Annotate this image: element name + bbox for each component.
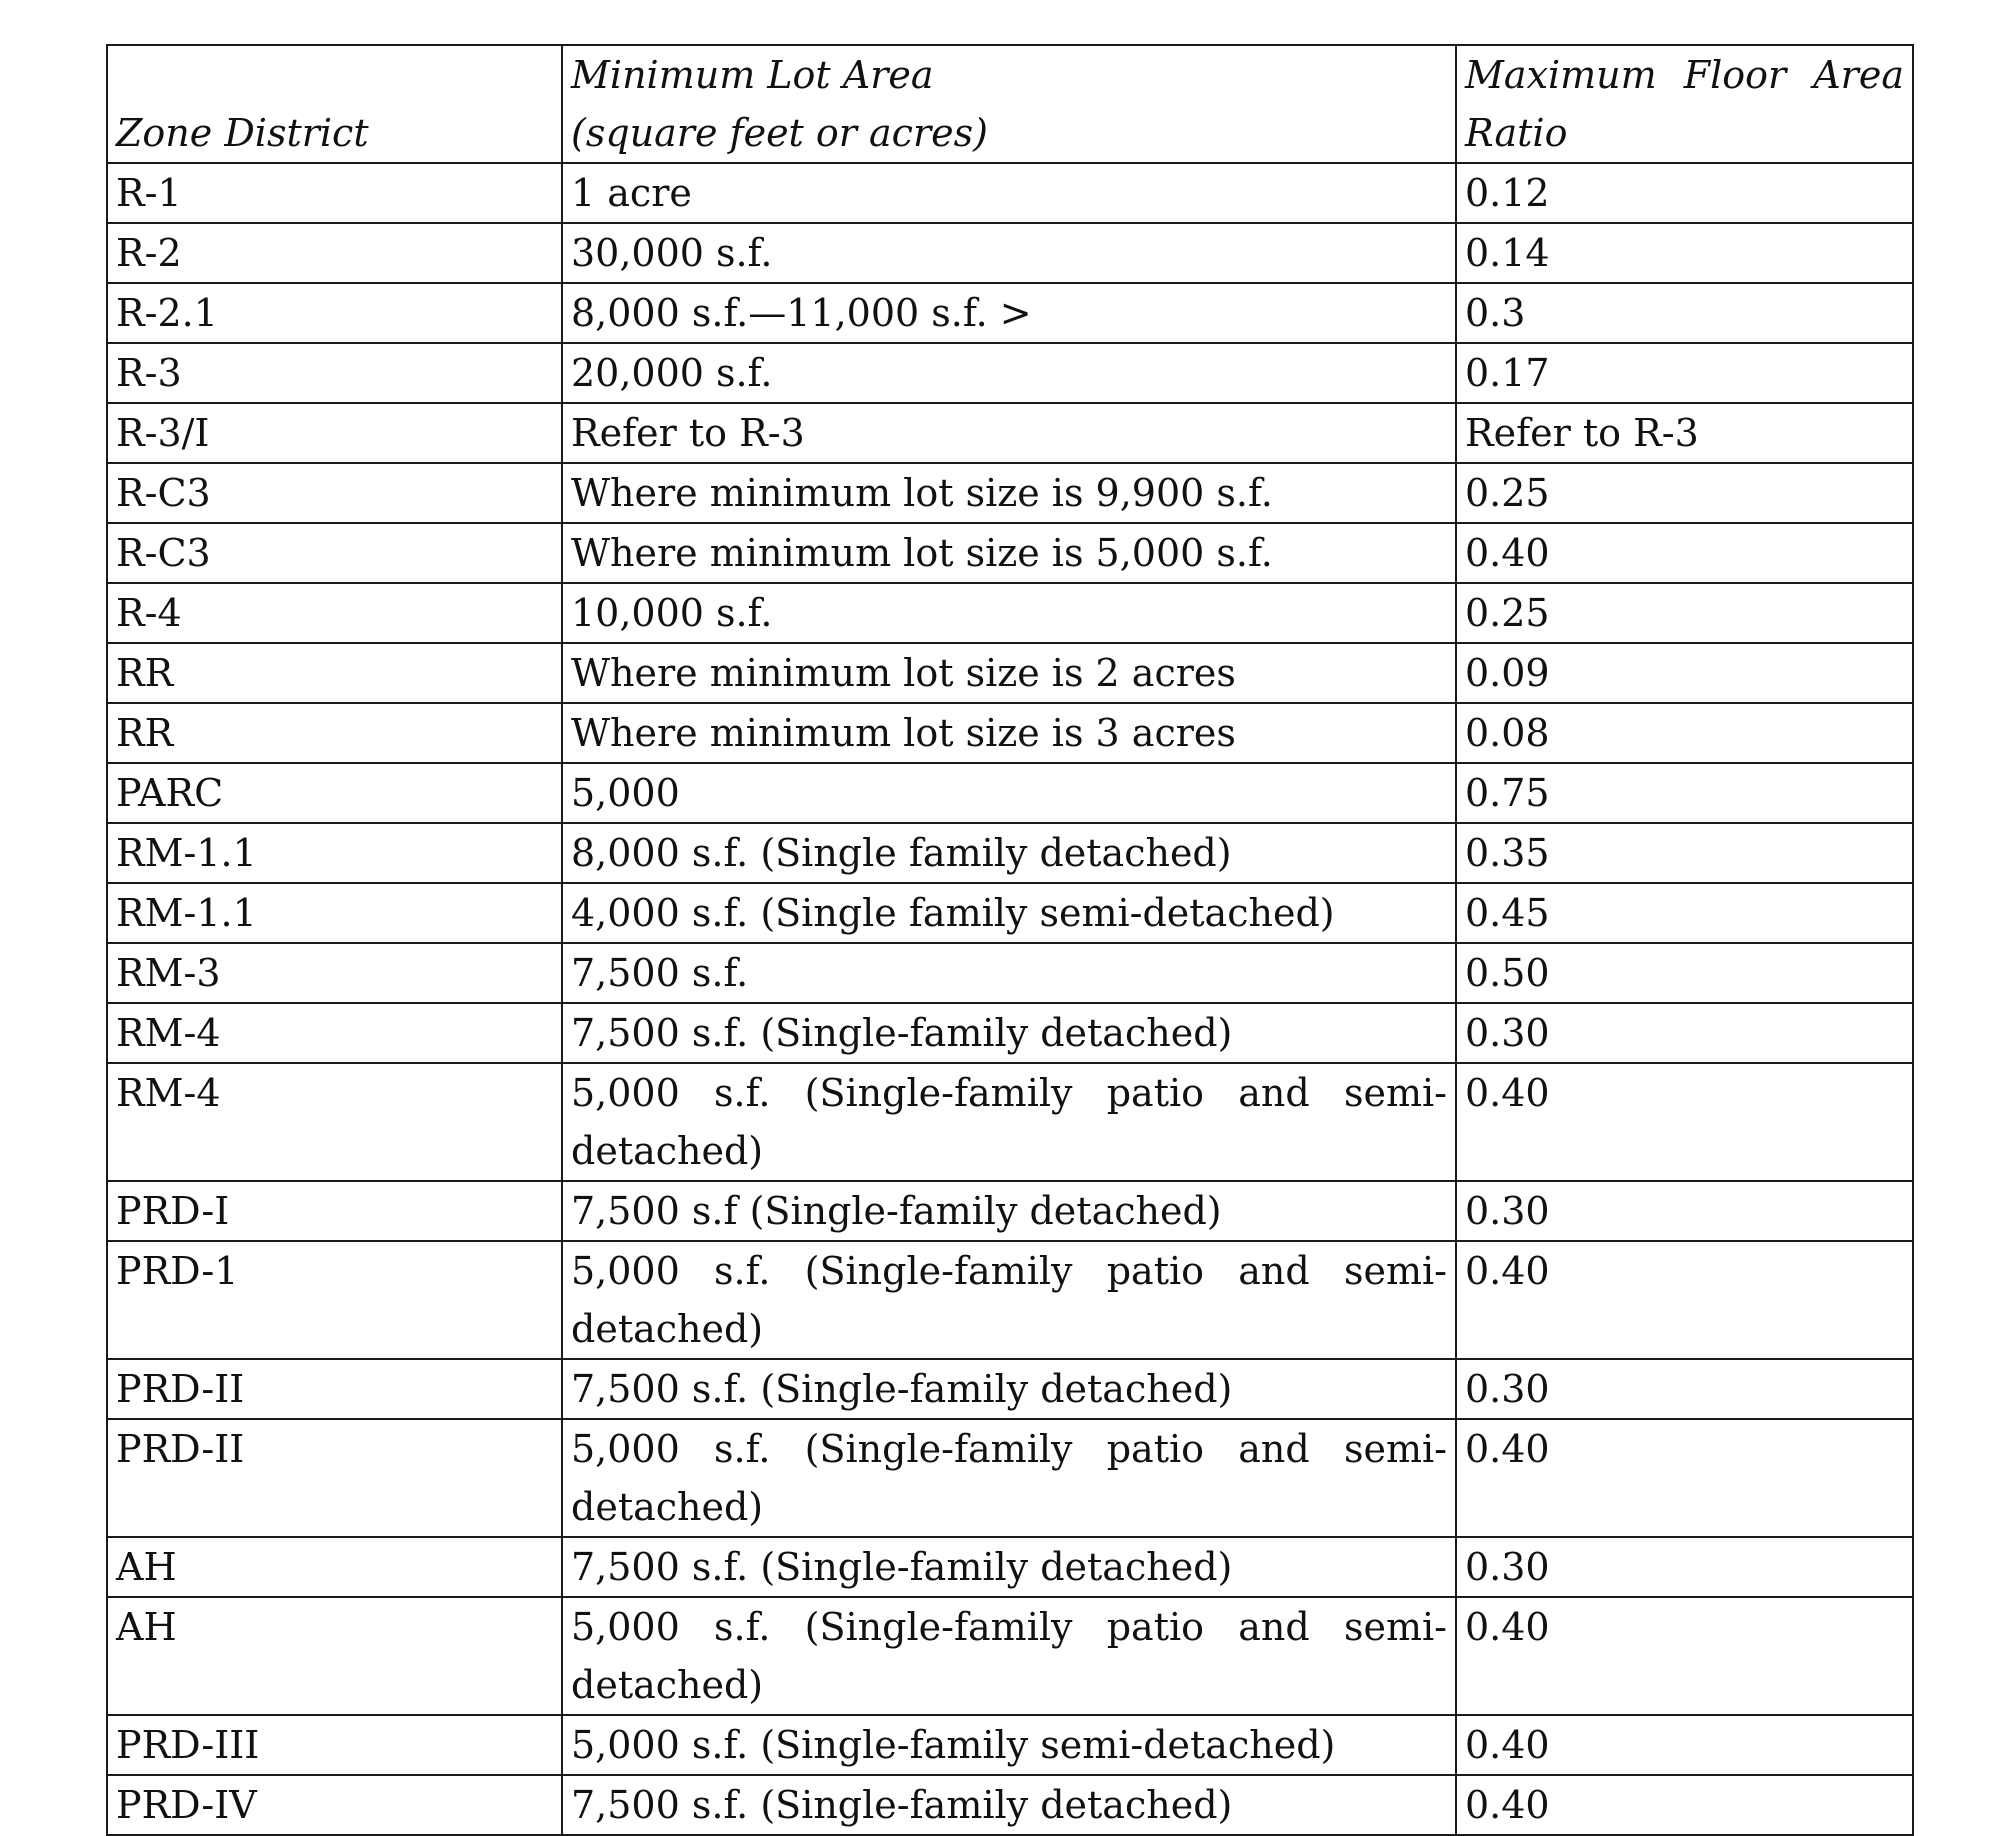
cell-zone-district: PRD-II: [107, 1419, 562, 1537]
table-row: [107, 523, 1913, 583]
cell-zone-district: PRD-II: [107, 1359, 562, 1419]
table-row: [107, 463, 1913, 523]
table-row: [107, 1181, 1913, 1241]
table-row: [107, 823, 1913, 883]
cell-zone-district: PARC: [107, 763, 562, 823]
cell-minimum-lot-area: 8,000 s.f.—11,000 s.f. >: [562, 283, 1456, 343]
cell-minimum-lot-area: 7,500 s.f. (Single-family detached): [562, 1359, 1456, 1419]
table-row: [107, 1419, 1913, 1537]
cell-max-floor-area-ratio: 0.30: [1456, 1181, 1913, 1241]
cell-minimum-lot-area: 5,000 s.f. (Single-family patio and semi-detached): [562, 1063, 1456, 1181]
cell-minimum-lot-area: 30,000 s.f.: [562, 223, 1456, 283]
zoning-table: [106, 44, 1914, 1836]
cell-zone-district: RM-1.1: [107, 823, 562, 883]
cell-zone-district: PRD-1: [107, 1241, 562, 1359]
cell-max-floor-area-ratio: 0.40: [1456, 1241, 1913, 1359]
cell-max-floor-area-ratio: 0.3: [1456, 283, 1913, 343]
cell-max-floor-area-ratio: 0.50: [1456, 943, 1913, 1003]
table-row: [107, 343, 1913, 403]
cell-minimum-lot-area: 7,500 s.f.: [562, 943, 1456, 1003]
cell-max-floor-area-ratio: 0.40: [1456, 1419, 1913, 1537]
cell-max-floor-area-ratio: 0.25: [1456, 463, 1913, 523]
table-row: [107, 1241, 1913, 1359]
cell-zone-district: R-C3: [107, 463, 562, 523]
cell-minimum-lot-area: Refer to R-3: [562, 403, 1456, 463]
header-zone-district: [107, 45, 562, 163]
cell-minimum-lot-area: 5,000 s.f. (Single-family patio and semi-detached): [562, 1241, 1456, 1359]
header-ratio-line1: Maximum Floor Area: [1465, 53, 1904, 97]
cell-max-floor-area-ratio: 0.25: [1456, 583, 1913, 643]
cell-max-floor-area-ratio: 0.14: [1456, 223, 1913, 283]
cell-zone-district: RM-1.1: [107, 883, 562, 943]
header-row: [107, 45, 1913, 163]
cell-max-floor-area-ratio: 0.40: [1456, 1775, 1913, 1835]
cell-minimum-lot-area: Where minimum lot size is 9,900 s.f.: [562, 463, 1456, 523]
cell-minimum-lot-area: 20,000 s.f.: [562, 343, 1456, 403]
cell-minimum-lot-area: Where minimum lot size is 2 acres: [562, 643, 1456, 703]
cell-zone-district: PRD-I: [107, 1181, 562, 1241]
cell-zone-district: RM-3: [107, 943, 562, 1003]
header-ratio-line2: Ratio: [1465, 111, 1568, 155]
header-lot-line1: Minimum Lot Area: [571, 53, 934, 97]
cell-max-floor-area-ratio: 0.30: [1456, 1359, 1913, 1419]
cell-zone-district: R-1: [107, 163, 562, 223]
header-lot-line2: (square feet or acres): [571, 111, 988, 155]
cell-zone-district: AH: [107, 1597, 562, 1715]
table-row: [107, 703, 1913, 763]
table-header: [107, 45, 1913, 163]
cell-max-floor-area-ratio: 0.40: [1456, 1597, 1913, 1715]
cell-max-floor-area-ratio: 0.40: [1456, 523, 1913, 583]
cell-minimum-lot-area: 5,000 s.f. (Single-family semi-detached): [562, 1715, 1456, 1775]
zoning-table-container: [106, 44, 1912, 1836]
header-minimum-lot-area: [562, 45, 1456, 163]
cell-minimum-lot-area: 5,000 s.f. (Single-family patio and semi-detached): [562, 1419, 1456, 1537]
table-row: [107, 763, 1913, 823]
table-row: [107, 1063, 1913, 1181]
cell-minimum-lot-area: 5,000 s.f. (Single-family patio and semi-detached): [562, 1597, 1456, 1715]
cell-minimum-lot-area: 1 acre: [562, 163, 1456, 223]
cell-minimum-lot-area: 10,000 s.f.: [562, 583, 1456, 643]
header-max-floor-area-ratio: [1456, 45, 1913, 163]
cell-max-floor-area-ratio: 0.09: [1456, 643, 1913, 703]
cell-zone-district: RR: [107, 643, 562, 703]
table-row: [107, 1003, 1913, 1063]
cell-minimum-lot-area: Where minimum lot size is 3 acres: [562, 703, 1456, 763]
cell-max-floor-area-ratio: 0.40: [1456, 1063, 1913, 1181]
cell-max-floor-area-ratio: Refer to R-3: [1456, 403, 1913, 463]
table-row: [107, 643, 1913, 703]
cell-max-floor-area-ratio: 0.30: [1456, 1537, 1913, 1597]
table-row: [107, 943, 1913, 1003]
cell-max-floor-area-ratio: 0.75: [1456, 763, 1913, 823]
table-row: [107, 583, 1913, 643]
cell-minimum-lot-area: 7,500 s.f. (Single-family detached): [562, 1775, 1456, 1835]
cell-max-floor-area-ratio: 0.40: [1456, 1715, 1913, 1775]
header-zone-label: Zone District: [116, 111, 369, 155]
cell-zone-district: RM-4: [107, 1003, 562, 1063]
cell-max-floor-area-ratio: 0.30: [1456, 1003, 1913, 1063]
cell-max-floor-area-ratio: 0.35: [1456, 823, 1913, 883]
cell-minimum-lot-area: 5,000: [562, 763, 1456, 823]
table-row: [107, 1775, 1913, 1835]
cell-minimum-lot-area: 8,000 s.f. (Single family detached): [562, 823, 1456, 883]
table-row: [107, 1715, 1913, 1775]
cell-zone-district: R-3/I: [107, 403, 562, 463]
table-body: [107, 163, 1913, 1835]
cell-max-floor-area-ratio: 0.12: [1456, 163, 1913, 223]
cell-zone-district: PRD-III: [107, 1715, 562, 1775]
cell-max-floor-area-ratio: 0.17: [1456, 343, 1913, 403]
cell-zone-district: RR: [107, 703, 562, 763]
cell-zone-district: R-2.1: [107, 283, 562, 343]
table-row: [107, 1359, 1913, 1419]
table-row: [107, 1537, 1913, 1597]
cell-minimum-lot-area: Where minimum lot size is 5,000 s.f.: [562, 523, 1456, 583]
table-row: [107, 403, 1913, 463]
cell-max-floor-area-ratio: 0.45: [1456, 883, 1913, 943]
cell-zone-district: PRD-IV: [107, 1775, 562, 1835]
table-row: [107, 883, 1913, 943]
cell-minimum-lot-area: 7,500 s.f. (Single-family detached): [562, 1537, 1456, 1597]
cell-minimum-lot-area: 4,000 s.f. (Single family semi-detached): [562, 883, 1456, 943]
cell-zone-district: RM-4: [107, 1063, 562, 1181]
table-row: [107, 163, 1913, 223]
cell-zone-district: R-3: [107, 343, 562, 403]
cell-max-floor-area-ratio: 0.08: [1456, 703, 1913, 763]
cell-minimum-lot-area: 7,500 s.f (Single-family detached): [562, 1181, 1456, 1241]
cell-zone-district: AH: [107, 1537, 562, 1597]
cell-zone-district: R-C3: [107, 523, 562, 583]
table-row: [107, 283, 1913, 343]
table-row: [107, 223, 1913, 283]
cell-minimum-lot-area: 7,500 s.f. (Single-family detached): [562, 1003, 1456, 1063]
cell-zone-district: R-2: [107, 223, 562, 283]
cell-zone-district: R-4: [107, 583, 562, 643]
table-row: [107, 1597, 1913, 1715]
